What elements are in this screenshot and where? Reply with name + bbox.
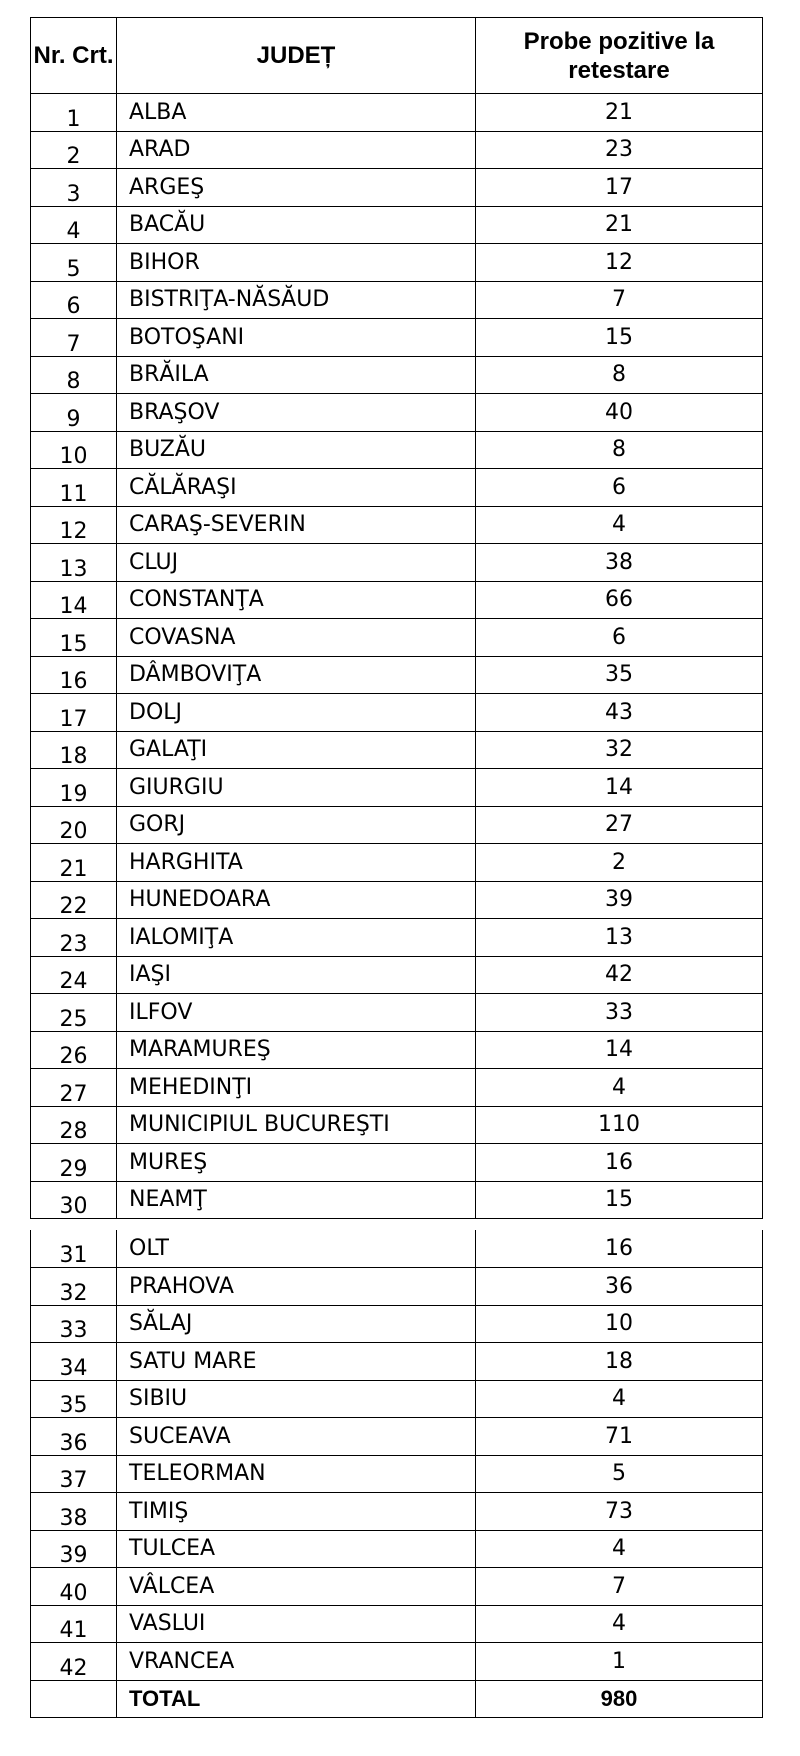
table-row <box>31 1305 763 1343</box>
row-number: 29 <box>31 1144 117 1182</box>
county-name: HUNEDOARA <box>117 881 476 919</box>
positive-count: 4 <box>476 506 763 544</box>
county-name: NEAMŢ <box>117 1181 476 1219</box>
county-name: SATU MARE <box>117 1343 476 1381</box>
row-number: 32 <box>31 1268 117 1306</box>
positive-count: 5 <box>476 1455 763 1493</box>
positive-count: 71 <box>476 1418 763 1456</box>
table-row <box>31 731 763 769</box>
county-name: DOLJ <box>117 694 476 732</box>
table-row <box>31 469 763 507</box>
positive-count: 16 <box>476 1144 763 1182</box>
positive-count: 66 <box>476 581 763 619</box>
row-number: 14 <box>31 581 117 619</box>
row-number: 28 <box>31 1106 117 1144</box>
county-name: MUREŞ <box>117 1144 476 1182</box>
positive-count: 39 <box>476 881 763 919</box>
county-name: GALAŢI <box>117 731 476 769</box>
county-name: BUZĂU <box>117 431 476 469</box>
table-header-row <box>31 18 763 94</box>
positive-count: 15 <box>476 319 763 357</box>
county-name: MEHEDINŢI <box>117 1069 476 1107</box>
table-row <box>31 356 763 394</box>
table-row <box>31 244 763 282</box>
county-name: BOTOŞANI <box>117 319 476 357</box>
table-row <box>31 281 763 319</box>
row-number: 1 <box>31 94 117 132</box>
positive-count: 18 <box>476 1343 763 1381</box>
county-name: HARGHITA <box>117 844 476 882</box>
positive-count: 42 <box>476 956 763 994</box>
row-number: 7 <box>31 319 117 357</box>
county-name: ILFOV <box>117 994 476 1032</box>
positive-count: 32 <box>476 731 763 769</box>
table-row <box>31 1643 763 1681</box>
county-name: ALBA <box>117 94 476 132</box>
positive-count: 38 <box>476 544 763 582</box>
positive-count: 36 <box>476 1268 763 1306</box>
table-part-2 <box>30 1230 763 1718</box>
table-row <box>31 319 763 357</box>
table-row <box>31 1230 763 1268</box>
county-name: CĂLĂRAŞI <box>117 469 476 507</box>
table-row <box>31 1568 763 1606</box>
row-number: 24 <box>31 956 117 994</box>
county-name: TELEORMAN <box>117 1455 476 1493</box>
row-number: 33 <box>31 1305 117 1343</box>
row-number: 21 <box>31 844 117 882</box>
table-row <box>31 1493 763 1531</box>
county-name: IAŞI <box>117 956 476 994</box>
table-row <box>31 506 763 544</box>
positive-count: 12 <box>476 244 763 282</box>
positive-count: 4 <box>476 1530 763 1568</box>
row-number: 41 <box>31 1605 117 1643</box>
county-name: VÂLCEA <box>117 1568 476 1606</box>
row-number: 23 <box>31 919 117 957</box>
table-row <box>31 1144 763 1182</box>
row-number: 26 <box>31 1031 117 1069</box>
row-number: 15 <box>31 619 117 657</box>
row-number: 9 <box>31 394 117 432</box>
county-name: BIHOR <box>117 244 476 282</box>
row-number: 6 <box>31 281 117 319</box>
table-row <box>31 169 763 207</box>
table-row <box>31 1181 763 1219</box>
header-nr-crt: Nr. Crt. <box>31 18 117 94</box>
positive-count: 17 <box>476 169 763 207</box>
county-name: CARAŞ-SEVERIN <box>117 506 476 544</box>
row-number: 35 <box>31 1380 117 1418</box>
table-row <box>31 1418 763 1456</box>
table-row <box>31 1343 763 1381</box>
county-name: MUNICIPIUL BUCUREŞTI <box>117 1106 476 1144</box>
county-name: GORJ <box>117 806 476 844</box>
county-name: GIURGIU <box>117 769 476 807</box>
positive-count: 14 <box>476 769 763 807</box>
county-name: IALOMIŢA <box>117 919 476 957</box>
table-row <box>31 1605 763 1643</box>
row-number: 34 <box>31 1343 117 1381</box>
positive-count: 21 <box>476 94 763 132</box>
positive-count: 23 <box>476 131 763 169</box>
table-row <box>31 1268 763 1306</box>
row-number: 40 <box>31 1568 117 1606</box>
county-name: PRAHOVA <box>117 1268 476 1306</box>
table-row <box>31 431 763 469</box>
positive-count: 14 <box>476 1031 763 1069</box>
county-name: BRĂILA <box>117 356 476 394</box>
positive-count: 8 <box>476 356 763 394</box>
row-number: 31 <box>31 1230 117 1268</box>
county-name: BACĂU <box>117 206 476 244</box>
total-label: TOTAL <box>117 1680 476 1718</box>
header-judet: JUDEȚ <box>117 18 476 94</box>
row-number: 20 <box>31 806 117 844</box>
row-number: 30 <box>31 1181 117 1219</box>
county-name: DÂMBOVIŢA <box>117 656 476 694</box>
row-number: 27 <box>31 1069 117 1107</box>
table-row <box>31 806 763 844</box>
table-row <box>31 956 763 994</box>
table-row <box>31 919 763 957</box>
row-number: 8 <box>31 356 117 394</box>
positive-count: 13 <box>476 919 763 957</box>
county-name: CONSTANŢA <box>117 581 476 619</box>
row-number: 25 <box>31 994 117 1032</box>
table-row <box>31 1106 763 1144</box>
positive-count: 7 <box>476 1568 763 1606</box>
positive-count: 16 <box>476 1230 763 1268</box>
total-value: 980 <box>476 1680 763 1718</box>
header-probe-pozitive: Probe pozitive la retestare <box>476 18 763 94</box>
positive-count: 10 <box>476 1305 763 1343</box>
county-name: COVASNA <box>117 619 476 657</box>
row-number: 2 <box>31 131 117 169</box>
positive-count: 73 <box>476 1493 763 1531</box>
total-row <box>31 1680 763 1718</box>
table-row <box>31 1455 763 1493</box>
table-row <box>31 769 763 807</box>
table-row <box>31 1031 763 1069</box>
row-number: 16 <box>31 656 117 694</box>
row-number: 3 <box>31 169 117 207</box>
county-name: OLT <box>117 1230 476 1268</box>
positive-count: 1 <box>476 1643 763 1681</box>
positive-count: 21 <box>476 206 763 244</box>
row-number: 11 <box>31 469 117 507</box>
table-row <box>31 581 763 619</box>
county-name: TULCEA <box>117 1530 476 1568</box>
county-name: VASLUI <box>117 1605 476 1643</box>
county-name: MARAMUREŞ <box>117 1031 476 1069</box>
positive-count: 35 <box>476 656 763 694</box>
row-number: 13 <box>31 544 117 582</box>
county-name: BRAŞOV <box>117 394 476 432</box>
row-number: 38 <box>31 1493 117 1531</box>
row-number: 19 <box>31 769 117 807</box>
positive-count: 27 <box>476 806 763 844</box>
county-name: ARAD <box>117 131 476 169</box>
row-number: 22 <box>31 881 117 919</box>
table-row <box>31 1069 763 1107</box>
table-part-1 <box>30 17 763 1219</box>
total-nr-cell <box>31 1680 117 1718</box>
table-row <box>31 656 763 694</box>
positive-count: 15 <box>476 1181 763 1219</box>
positive-count: 2 <box>476 844 763 882</box>
county-name: ARGEŞ <box>117 169 476 207</box>
row-number: 12 <box>31 506 117 544</box>
positive-count: 6 <box>476 619 763 657</box>
row-number: 42 <box>31 1643 117 1681</box>
row-number: 5 <box>31 244 117 282</box>
table-row <box>31 544 763 582</box>
table-row <box>31 1380 763 1418</box>
row-number: 37 <box>31 1455 117 1493</box>
row-number: 10 <box>31 431 117 469</box>
positive-count: 8 <box>476 431 763 469</box>
positive-count: 4 <box>476 1380 763 1418</box>
table-row <box>31 131 763 169</box>
county-name: BISTRIŢA-NĂSĂUD <box>117 281 476 319</box>
table-row <box>31 619 763 657</box>
table-row <box>31 994 763 1032</box>
table-row <box>31 94 763 132</box>
county-name: CLUJ <box>117 544 476 582</box>
county-name: TIMIŞ <box>117 1493 476 1531</box>
county-name: VRANCEA <box>117 1643 476 1681</box>
row-number: 17 <box>31 694 117 732</box>
county-name: SUCEAVA <box>117 1418 476 1456</box>
positive-count: 4 <box>476 1605 763 1643</box>
table-row <box>31 844 763 882</box>
row-number: 36 <box>31 1418 117 1456</box>
positive-count: 40 <box>476 394 763 432</box>
positive-count: 110 <box>476 1106 763 1144</box>
county-name: SIBIU <box>117 1380 476 1418</box>
table-row <box>31 394 763 432</box>
table-row <box>31 206 763 244</box>
positive-count: 4 <box>476 1069 763 1107</box>
positive-count: 43 <box>476 694 763 732</box>
row-number: 4 <box>31 206 117 244</box>
table-row <box>31 694 763 732</box>
row-number: 39 <box>31 1530 117 1568</box>
positive-count: 7 <box>476 281 763 319</box>
table-row <box>31 881 763 919</box>
row-number: 18 <box>31 731 117 769</box>
table-row <box>31 1530 763 1568</box>
positive-count: 6 <box>476 469 763 507</box>
positive-count: 33 <box>476 994 763 1032</box>
county-name: SĂLAJ <box>117 1305 476 1343</box>
